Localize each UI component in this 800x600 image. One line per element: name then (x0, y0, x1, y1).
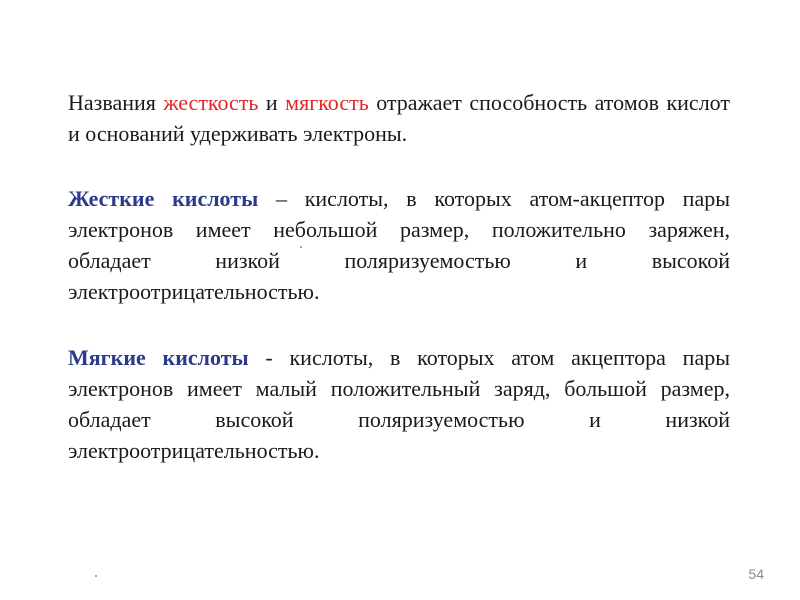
artifact-dot (95, 575, 97, 577)
soft-acids-term: Мягкие кислоты (68, 345, 249, 370)
intro-prefix: Названия (68, 90, 164, 115)
artifact-dot (300, 246, 302, 248)
hard-acids-term: Жесткие кислоты (68, 186, 259, 211)
term-hardness: жесткость (163, 90, 259, 115)
intro-conjunction: и (258, 90, 286, 115)
intro-paragraph (68, 87, 730, 149)
soft-acids-paragraph (68, 342, 730, 466)
term-softness: мягкость (285, 90, 369, 115)
page-number: 54 (748, 566, 764, 582)
hard-acids-paragraph (68, 183, 730, 307)
soft-acids-definition: - кислоты, в которых атом акцептора пары электронов имеет малый положительный заряд, большой размер, обладает высокой поляризуемостью и низкой электроотрицательностью. (68, 345, 730, 463)
intro-rest: отражает способность атомов кислот и оснований удерживать электроны. (68, 90, 730, 146)
hard-acids-definition: – кислоты, в которых атом-акцептор пары электронов имеет небольшой размер, положительно заряжен, обладает низкой поляризуемостью и высокой электроотрицательностью. (68, 186, 730, 304)
